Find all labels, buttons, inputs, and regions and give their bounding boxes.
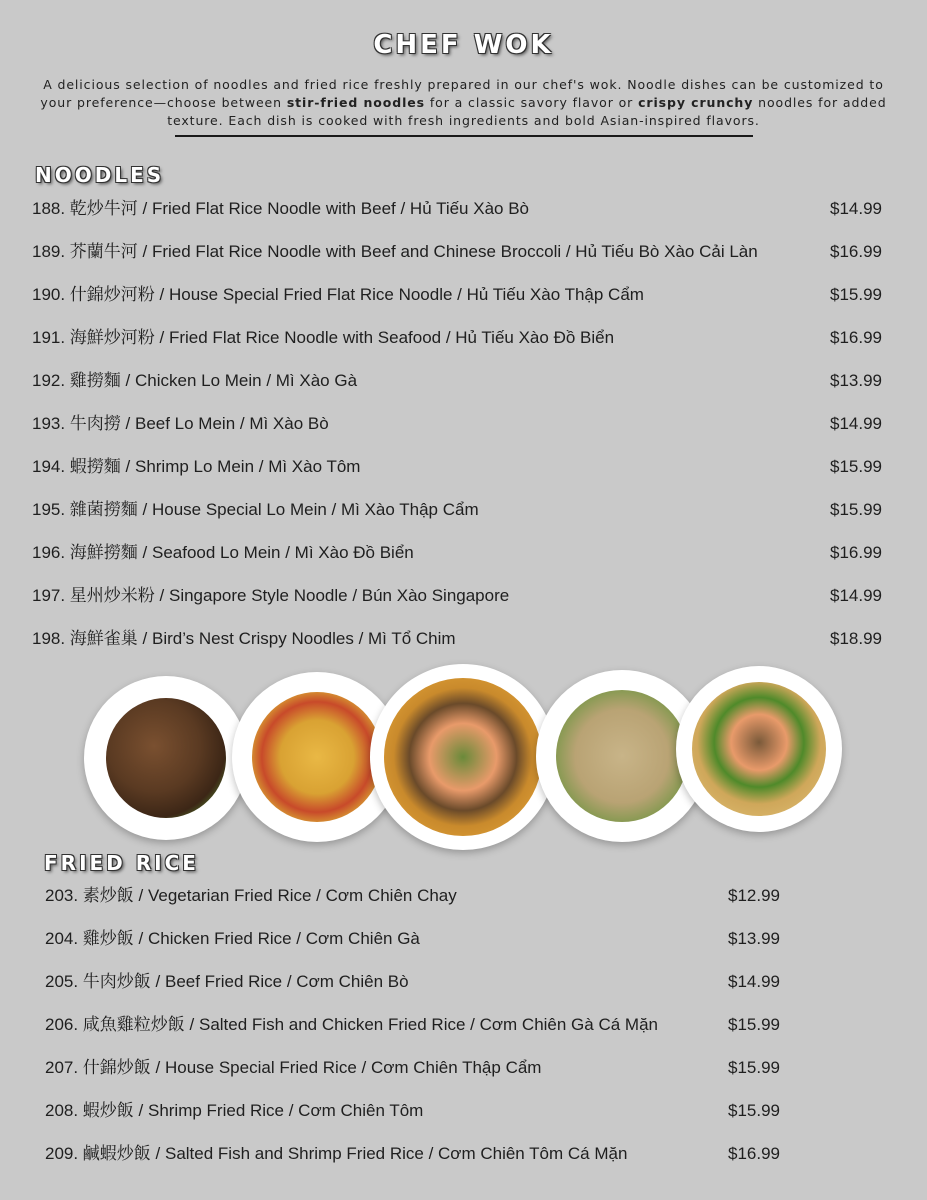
menu-item-price: $15.99 [728, 1015, 780, 1034]
lo-mein-plate-photo [676, 666, 842, 832]
menu-item-name: 189. 芥蘭牛河 / Fried Flat Rice Noodle with Beef and Chinese Broccoli / Hủ Tiếu Bò Xào Cải Làn [32, 242, 758, 261]
menu-item-price: $13.99 [728, 929, 780, 948]
menu-item-price: $18.99 [830, 629, 882, 648]
dish-photo-strip [80, 660, 850, 860]
menu-item-name: 198. 海鮮雀巢 / Bird’s Nest Crispy Noodles / Mì Tổ Chim [32, 629, 456, 648]
menu-item-name: 195. 雜菌撈麵 / House Special Lo Mein / Mì Xào Thập Cẩm [32, 500, 479, 519]
food-singapore-noodle [252, 692, 382, 822]
divider [175, 135, 753, 137]
intro-highlight-stir-fried: stir-fried noodles [286, 95, 425, 110]
menu-item-name: 208. 蝦炒飯 / Shrimp Fried Rice / Cơm Chiên Tôm [45, 1101, 424, 1120]
menu-item-price: $14.99 [830, 586, 882, 605]
menu-item-price: $12.99 [728, 886, 780, 905]
intro-text: noodles for added texture. Each dish is cooked with fresh ingredients and bold Asian-inspired flavors. [167, 95, 887, 128]
menu-item-name: 209. 鹹蝦炒飯 / Salted Fish and Shrimp Fried Rice / Cơm Chiên Tôm Cá Mặn [45, 1144, 628, 1163]
intro-text: A delicious selection of noodles and fried rice freshly prepared in our chef's wok. Noodle dishes can be customized to your preference—choose between [40, 77, 884, 110]
noodles-section-title: NOODLES [35, 163, 165, 187]
menu-item-price: $16.99 [830, 328, 882, 347]
beef-chow-fun-plate-photo [84, 676, 248, 840]
menu-item-name: 205. 牛肉炒飯 / Beef Fried Rice / Cơm Chiên Bò [45, 972, 409, 991]
menu-item-name: 190. 什錦炒河粉 / House Special Fried Flat Rice Noodle / Hủ Tiếu Xào Thập Cẩm [32, 285, 644, 304]
food-beef-chow-fun [106, 698, 226, 818]
food-fried-rice [556, 690, 688, 822]
menu-item-price: $16.99 [728, 1144, 780, 1163]
intro-highlight-crispy: crispy crunchy [638, 95, 754, 110]
menu-item-price: $15.99 [728, 1058, 780, 1077]
menu-item-price: $14.99 [830, 414, 882, 433]
menu-item-name: 203. 素炒飯 / Vegetarian Fried Rice / Cơm Chiên Chay [45, 886, 457, 905]
birds-nest-noodle-plate-photo [370, 664, 556, 850]
menu-item-price: $16.99 [830, 543, 882, 562]
menu-item-price: $13.99 [830, 371, 882, 390]
food-birds-nest [384, 678, 542, 836]
menu-item-name: 192. 雞撈麵 / Chicken Lo Mein / Mì Xào Gà [32, 371, 358, 390]
menu-intro [40, 76, 887, 130]
menu-item-name: 188. 乾炒牛河 / Fried Flat Rice Noodle with Beef / Hủ Tiếu Xào Bò [32, 199, 529, 218]
food-lo-mein [692, 682, 826, 816]
menu-item-name: 196. 海鮮撈麵 / Seafood Lo Mein / Mì Xào Đồ Biển [32, 543, 414, 562]
page-title: CHEF WOK [373, 30, 554, 60]
menu-item-price: $16.99 [830, 242, 882, 261]
menu-item-name: 207. 什錦炒飯 / House Special Fried Rice / Cơm Chiên Thập Cẩm [45, 1058, 542, 1077]
menu-item-price: $15.99 [830, 285, 882, 304]
menu-item-name: 197. 星州炒米粉 / Singapore Style Noodle / Bún Xào Singapore [32, 586, 510, 605]
menu-item-name: 193. 牛肉撈 / Beef Lo Mein / Mì Xào Bò [32, 414, 329, 433]
menu-item-price: $14.99 [830, 199, 882, 218]
menu-item-name: 194. 蝦撈麵 / Shrimp Lo Mein / Mì Xào Tôm [32, 457, 361, 476]
menu-item-price: $15.99 [728, 1101, 780, 1120]
menu-item-price: $15.99 [830, 457, 882, 476]
fried-rice-section-title: FRIED RICE [44, 851, 199, 875]
menu-item-price: $15.99 [830, 500, 882, 519]
menu-item-name: 204. 雞炒飯 / Chicken Fried Rice / Cơm Chiên Gà [45, 929, 420, 948]
menu-item-price: $14.99 [728, 972, 780, 991]
intro-text: for a classic savory flavor or [424, 95, 639, 110]
menu-item-name: 191. 海鮮炒河粉 / Fried Flat Rice Noodle with Seafood / Hủ Tiếu Xào Đồ Biển [32, 328, 615, 347]
menu-item-name: 206. 咸魚雞粒炒飯 / Salted Fish and Chicken Fried Rice / Cơm Chiên Gà Cá Mặn [45, 1015, 658, 1034]
